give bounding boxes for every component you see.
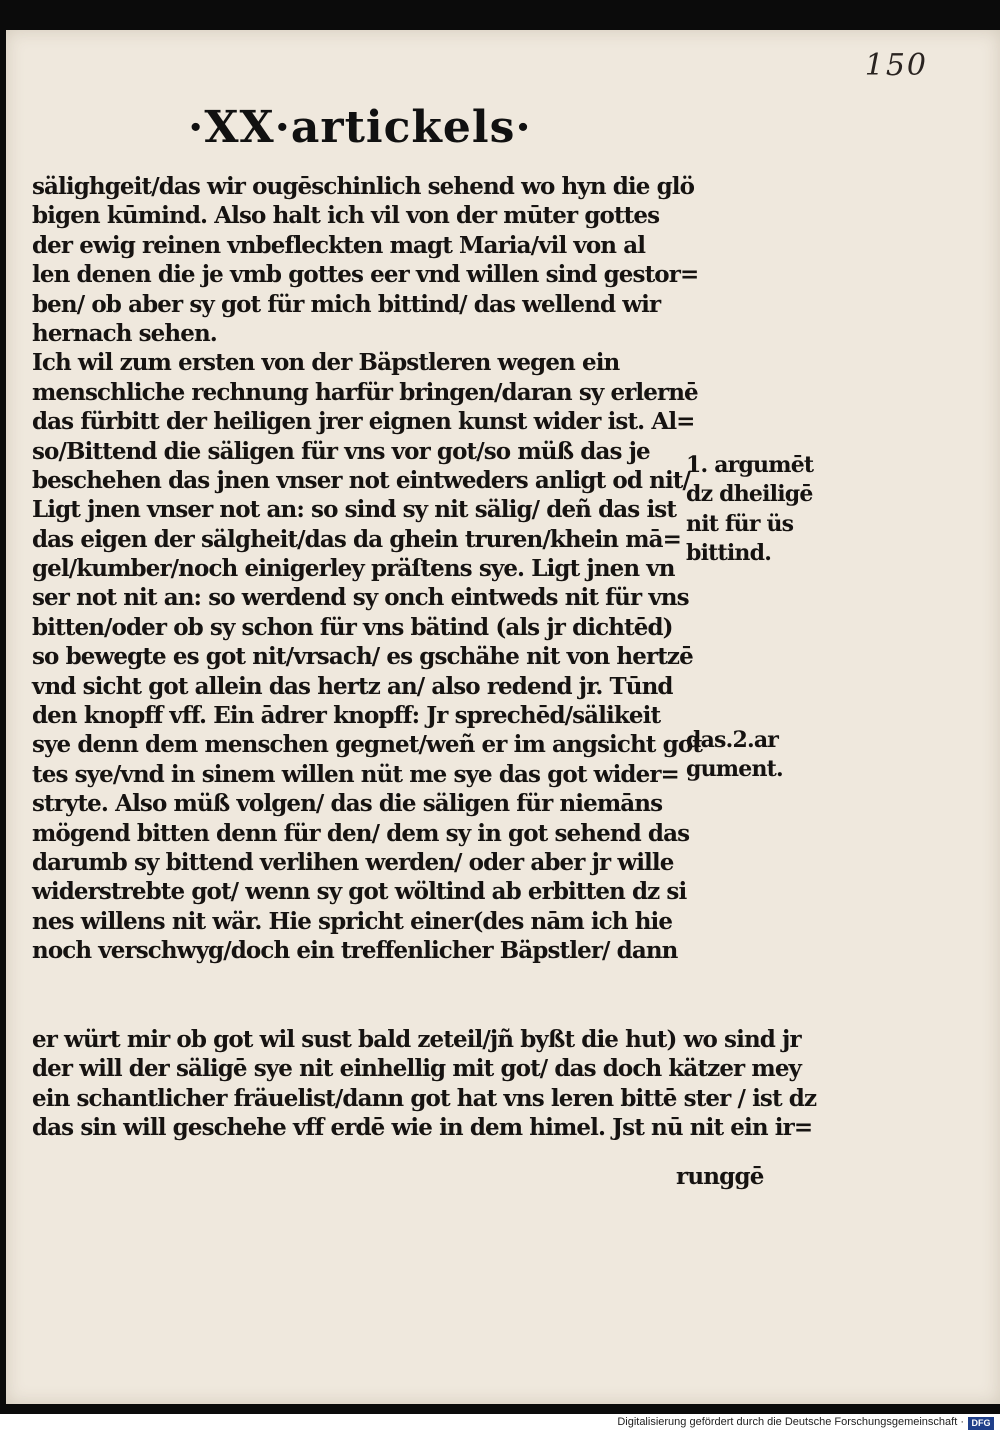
text-line: bitten/oder ob sy schon für vns bätind (als jr dichtēd) <box>32 613 673 641</box>
text-line: der will der säligē sye nit einhellig mit got/ das doch kätzer mey <box>32 1055 802 1083</box>
book-page <box>6 30 1000 1404</box>
text-line: beschehen das jnen vnser not eintweders anligt od nit/ <box>32 466 691 494</box>
text-line: darumb sy bittend verlihen werden/ oder aber jr wille <box>32 848 674 876</box>
body-text-column <box>32 172 722 966</box>
text-line: bigen kūmind. Also halt ich vil von der mūter gottes <box>32 202 660 230</box>
text-line: das fürbitt der heiligen jrer eignen kunst wider ist. Al= <box>32 408 695 436</box>
text-line: ben/ ob aber sy got für mich bittind/ das wellend wir <box>32 290 661 318</box>
text-line: das eigen der sälgheit/das da ghein truren/khein mā= <box>32 525 682 553</box>
body-text-wide-lines <box>32 1025 822 1143</box>
text-line: hernach sehen. <box>32 319 217 347</box>
text-line: tes sye/vnd in sinem willen nüt me sye das got wider= <box>32 760 679 788</box>
text-line: so/Bittend die säligen für vns vor got/so müß das je <box>32 437 650 465</box>
text-line: menschliche rechnung harfür bringen/daran sy erlernē <box>32 378 698 406</box>
margin-note-argument-2 <box>686 726 783 785</box>
text-line: sälighgeit/das wir ougēschinlich sehend wo hyn die glö <box>32 173 695 200</box>
margin-note-argument-1 <box>686 451 813 569</box>
text-line: ser not nit an: so werdend sy onch eintweds nit für vns <box>32 584 689 612</box>
catchword: runggē <box>676 1163 764 1190</box>
text-line: den knopff vff. Ein ādrer knopff: Jr sprechēd/sälikeit <box>32 702 661 730</box>
text-line: len denen die je vmb gottes eer vnd willen sind gestor= <box>32 261 699 289</box>
text-line: so bewegte es got nit/vrsach/ es gschähe nit von hertzē <box>32 643 693 671</box>
text-line: der ewig reinen vnbefleckten magt Maria/vil von al <box>32 231 646 259</box>
margin-note-line: dz dheiligē <box>686 481 813 508</box>
running-head: ·XX·artickels· <box>188 102 532 153</box>
dfg-logo: DFG <box>968 1417 994 1430</box>
text-line: er würt mir ob got wil sust bald zeteil/jñ byßt die hut) wo sind jr <box>32 1026 801 1053</box>
margin-note-line: das.2.ar <box>686 727 779 753</box>
text-line: Ligt jnen vnser not an: so sind sy nit sälig/ deñ das ist <box>32 496 677 524</box>
margin-note-line: gument. <box>686 756 783 783</box>
text-line: noch verschwyg/doch ein treffenlicher Bäpstler/ dann <box>32 937 678 965</box>
text-line: widerstrebte got/ wenn sy got wöltind ab erbitten dz si <box>32 878 687 906</box>
text-line: vnd sicht got allein das hertz an/ also redend jr. Tūnd <box>32 672 673 700</box>
text-line: ein schantlicher fräuelist/dann got hat vns leren bittē ster / ist dz <box>32 1084 817 1112</box>
margin-note-line: 1. argumēt <box>686 452 814 478</box>
folio-number: 150 <box>864 48 928 83</box>
text-line: gel/kumber/noch einigerley präſtens sye. Ligt jnen vn <box>32 555 675 583</box>
footer-bar <box>0 1414 1000 1434</box>
margin-note-line: nit für üs <box>686 510 794 537</box>
text-line: mögend bitten denn für den/ dem sy in got sehend das <box>32 819 690 847</box>
funding-credit: Digitalisierung gefördert durch die Deutsche Forschungsgemeinschaft · <box>617 1416 964 1428</box>
margin-note-line: bittind. <box>686 540 772 567</box>
text-line: Ich wil zum ersten von der Bäpstleren wegen ein <box>32 349 620 377</box>
text-line: nes willens nit wär. Hie spricht einer(des nām ich hie <box>32 907 673 935</box>
text-line: sye denn dem menschen gegnet/weñ er im angsicht got <box>32 731 702 759</box>
text-line: stryte. Also müß volgen/ das die säligen für niemāns <box>32 790 663 818</box>
text-line: das sin will geschehe vff erdē wie in dem himel. Jst nū nit ein ir= <box>32 1114 813 1142</box>
